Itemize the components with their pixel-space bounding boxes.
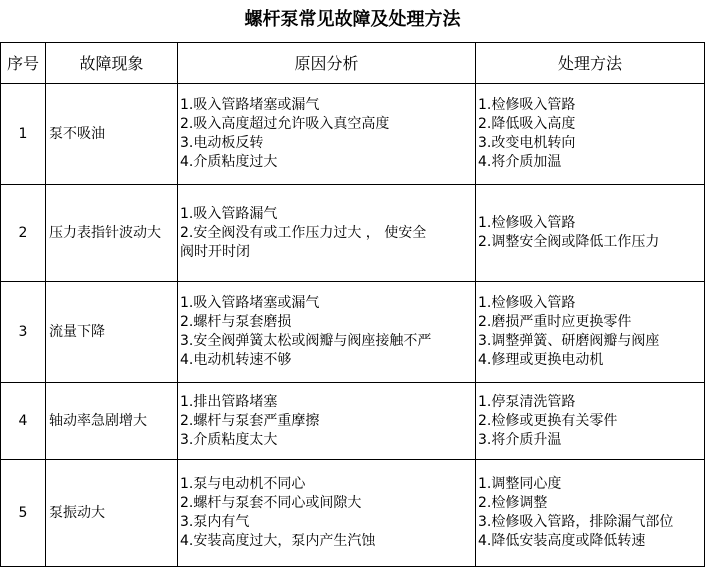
header-index: 序号 xyxy=(1,43,46,84)
solution-line: 2.降低吸入高度 xyxy=(478,116,576,132)
solution-line: 2.检修调整 xyxy=(478,495,548,511)
row-causes xyxy=(178,185,476,282)
header-solution: 处理方法 xyxy=(476,43,705,84)
solution-line: 4.修理或更换电动机 xyxy=(478,352,604,368)
cause-line: 1.排出管路堵塞 xyxy=(180,393,278,410)
solution-line: 2.检修或更换有关零件 xyxy=(478,412,618,429)
cause-line: 阀时开时闭 xyxy=(180,243,250,260)
row-symptom: 流量下降 xyxy=(46,282,178,383)
row-index: 5 xyxy=(1,460,46,567)
cause-line: 2.吸入高度超过允许吸入真空高度 xyxy=(180,116,390,132)
row-index: 2 xyxy=(1,185,46,282)
cause-line: 2.螺杆与泵套严重摩擦 xyxy=(180,412,320,429)
row-index: 4 xyxy=(1,383,46,460)
solution-line: 1.停泵清洗管路 xyxy=(478,393,576,410)
solution-line: 1.检修吸入管路 xyxy=(478,97,576,113)
cause-line: 4.介质粘度过大 xyxy=(180,154,278,170)
cause-line: 1.泵与电动机不同心 xyxy=(180,476,306,492)
row-causes xyxy=(178,84,476,185)
row-causes xyxy=(178,460,476,567)
row-causes xyxy=(178,383,476,460)
table-row xyxy=(1,84,705,185)
row-causes xyxy=(178,282,476,383)
page-title: 螺杆泵常见故障及处理方法 xyxy=(244,9,461,30)
row-solutions xyxy=(476,383,705,460)
row-symptom: 压力表指针波动大 xyxy=(46,185,178,282)
header-symptom: 故障现象 xyxy=(46,43,178,84)
row-solutions xyxy=(476,185,705,282)
cause-line: 2.螺杆与泵套磨损 xyxy=(180,314,292,330)
row-index: 3 xyxy=(1,282,46,383)
table-row xyxy=(1,282,705,383)
solution-line: 3.调整弹簧、研磨阀瓣与阀座 xyxy=(478,333,660,349)
row-solutions xyxy=(476,84,705,185)
row-symptom: 轴动率急剧增大 xyxy=(46,383,178,460)
solution-line: 3.检修吸入管路，排除漏气部位 xyxy=(478,514,674,530)
solution-line: 1.检修吸入管路 xyxy=(478,295,576,311)
fault-table xyxy=(0,42,705,567)
solution-line: 3.改变电机转向 xyxy=(478,135,576,151)
cause-line: 3.泵内有气 xyxy=(180,514,250,530)
cause-line: 1.吸入管路堵塞或漏气 xyxy=(180,295,320,311)
cause-line: 3.电动板反转 xyxy=(180,135,264,151)
cause-line: 3.介质粘度太大 xyxy=(180,431,278,448)
row-solutions xyxy=(476,460,705,567)
cause-line: 1.吸入管路堵塞或漏气 xyxy=(180,97,320,113)
row-index: 1 xyxy=(1,84,46,185)
header-row xyxy=(1,43,705,84)
solution-line: 1.检修吸入管路 xyxy=(478,215,576,231)
cause-line: 4.安装高度过大，泵内产生汽蚀 xyxy=(180,533,376,549)
cause-line: 2.螺杆与泵套不同心或间隙大 xyxy=(180,495,362,511)
table-row xyxy=(1,460,705,567)
solution-line: 2.磨损严重时应更换零件 xyxy=(478,314,632,330)
solution-line: 4.降低安装高度或降低转速 xyxy=(478,533,646,549)
table-row xyxy=(1,383,705,460)
solution-line: 2.调整安全阀或降低工作压力 xyxy=(478,234,660,250)
cause-line: 1.吸入管路漏气 xyxy=(180,205,278,222)
solution-line: 4.将介质加温 xyxy=(478,154,562,170)
row-symptom: 泵不吸油 xyxy=(46,84,178,185)
cause-line: 2.安全阀没有或工作压力过大 ， 使安全 xyxy=(180,224,427,241)
row-symptom: 泵振动大 xyxy=(46,460,178,567)
header-cause: 原因分析 xyxy=(178,43,476,84)
solution-line: 3.将介质升温 xyxy=(478,431,562,448)
solution-line: 1.调整同心度 xyxy=(478,476,562,492)
table-row xyxy=(1,185,705,282)
cause-line: 4.电动机转速不够 xyxy=(180,352,292,368)
cause-line: 3.安全阀弹簧太松或阀瓣与阀座接触不严 xyxy=(180,333,432,349)
row-solutions xyxy=(476,282,705,383)
